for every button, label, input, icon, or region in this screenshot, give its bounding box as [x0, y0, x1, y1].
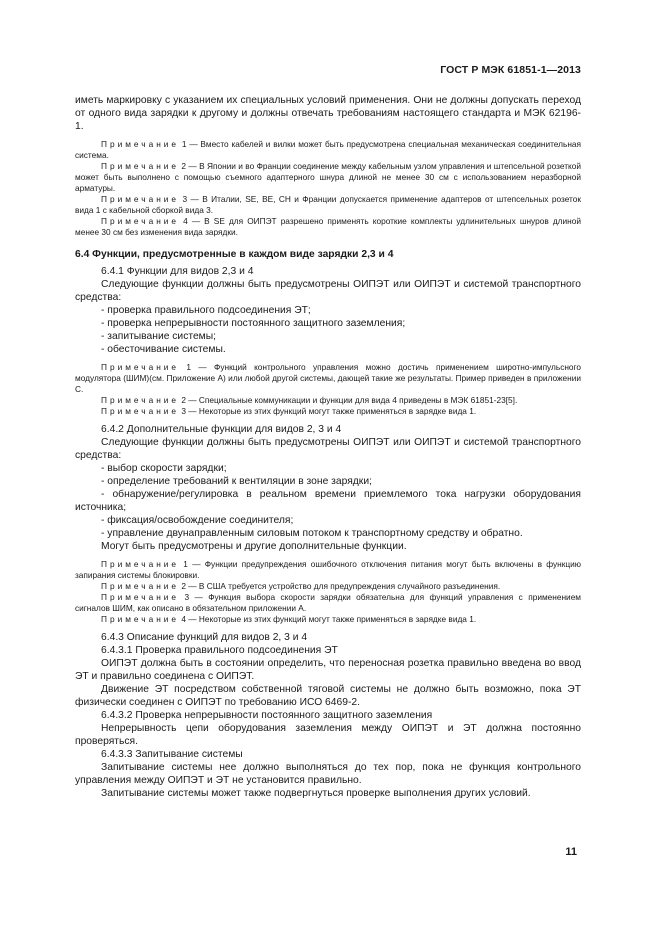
- section-heading: 6.4 Функции, предусмотренные в каждом виде зарядки 2,3 и 4: [75, 249, 394, 260]
- note: [75, 406, 581, 417]
- body-paragraph: Запитывание системы может также подвергнуться проверке выполнения других условий.: [101, 788, 531, 799]
- note-text: — Функция выбора скорости зарядки обязательна для функций управления с применением сигналов ШИМ, как описано в обязательном приложении А.: [75, 592, 582, 613]
- list-item: - обесточивание системы.: [101, 344, 226, 355]
- note-label: Примечание: [101, 559, 180, 569]
- list-item: - проверка непрерывности постоянного защитного заземления;: [101, 318, 406, 329]
- note-number: 2: [181, 395, 186, 405]
- note-label: Примечание: [101, 406, 180, 416]
- note: [75, 194, 581, 216]
- note-number: 2: [181, 161, 187, 171]
- body-paragraph: Движение ЭТ посредством собственной тяговой системы не должно быть возможно, пока ЭТ физически соединен с ОИПЭТ по требованию ИСО 6469-2.: [75, 684, 581, 708]
- note-label: Примечание: [101, 161, 180, 171]
- note-number: 3: [181, 406, 186, 416]
- note-label: Примечание: [101, 139, 180, 149]
- subsection-title: 6.4.2 Дополнительные функции для видов 2, 3 и 4: [101, 424, 342, 435]
- list-item: - проверка правильного подсоединения ЭТ;: [101, 305, 311, 316]
- note-number: 2: [181, 581, 186, 591]
- note-label: Примечание: [101, 581, 180, 591]
- note-number: 1: [181, 139, 187, 149]
- note-label: Примечание: [101, 216, 180, 226]
- note: [75, 161, 581, 194]
- note: [75, 216, 581, 238]
- list-item: - выбор скорости зарядки;: [101, 463, 227, 474]
- note-text: — Некоторые из этих функций могут также применяться в зарядке вида 1.: [188, 406, 477, 416]
- subsubsection-title: 6.4.3.3 Запитывание системы: [101, 749, 243, 760]
- lead-paragraph: Следующие функции должны быть предусмотрены ОИПЭТ или ОИПЭТ и системой транспортного средства:: [75, 279, 581, 303]
- note-label: Примечание: [101, 592, 180, 602]
- list-item: - управление двунаправленным силовым потоком к транспортному средству и обратно.: [101, 528, 523, 539]
- note: [75, 362, 581, 395]
- note-label: Примечание: [101, 362, 180, 372]
- page-content: [75, 94, 581, 800]
- note-text: — Вместо кабелей и вилки может быть предусмотрена специальная механическая соединительная система.: [75, 139, 582, 160]
- note-number: 1: [186, 362, 192, 372]
- note-text: — В Италии, SE, BE, CH и Франции допускается применение адаптеров от штепсельных розеток вида 1 с кабельной сборкой вида 3.: [75, 194, 581, 215]
- list-item: - запитывание системы;: [101, 331, 217, 342]
- note: [75, 581, 581, 592]
- note-text: — В США требуется устройство для предупреждения случайного разъединения.: [188, 581, 501, 591]
- note-label: Примечание: [101, 614, 180, 624]
- list-item: - обнаружение/регулировка в реальном времени приемлемого тока нагрузки оборудования источника;: [75, 489, 581, 513]
- subsubsection-title: 6.4.3.1 Проверка правильного подсоединения ЭТ: [101, 645, 338, 656]
- note-number: 4: [183, 216, 188, 226]
- note-number: 3: [184, 592, 190, 602]
- note-text: — Функции предупреждения ошибочного отключения питания могут быть включены в функцию запирания системы блокировки.: [75, 559, 582, 580]
- subsubsection-title: 6.4.3.2 Проверка непрерывности постоянного защитного заземления: [101, 710, 433, 721]
- note: [75, 592, 581, 614]
- body-paragraph: Запитывание системы нее должно выполняться до тех пор, пока не функция контрольного управления между ОИПЭТ и ЭТ не установится правильно.: [75, 762, 581, 786]
- list-item: - фиксация/освобождение соединителя;: [101, 515, 294, 526]
- note-number: 4: [181, 614, 186, 624]
- extra-paragraph: Могут быть предусмотрены и другие дополнительные функции.: [101, 541, 407, 552]
- subsection-title: 6.4.3 Описание функций для видов 2, 3 и 4: [101, 632, 308, 643]
- subsection-title: 6.4.1 Функции для видов 2,3 и 4: [101, 266, 254, 277]
- note: [75, 614, 581, 625]
- document-header: ГОСТ Р МЭК 61851-1—2013: [440, 64, 581, 76]
- note-label: Примечание: [101, 194, 180, 204]
- intro-paragraph: иметь маркировку с указанием их специальных условий применения. Они не должны допускать переход от одного вида зарядки к другому и должны отвечать требованиям настоящего стандарта и МЭК 62196-1.: [75, 95, 581, 132]
- note: [75, 139, 581, 161]
- note: [75, 395, 581, 406]
- note-number: 1: [183, 559, 188, 569]
- body-paragraph: ОИПЭТ должна быть в состоянии определить, что переносная розетка правильно введена во ввод ЭТ и правильно соединена с ОИПЭТ.: [75, 658, 581, 682]
- lead-paragraph: Следующие функции должны быть предусмотрены ОИПЭТ или ОИПЭТ и системой транспортного средства:: [75, 437, 581, 461]
- note: [75, 559, 581, 581]
- note-number: 3: [182, 194, 188, 204]
- note-label: Примечание: [101, 395, 180, 405]
- note-text: — В SE для ОИПЭТ разрешено применять короткие комплекты удлинительных шнуров длиной менее 30 см без изменения вида зарядки.: [75, 216, 581, 237]
- note-text: — В Японии и во Франции соединение между кабельным узлом управления и штепсельной розеткой может быть выполнено с помощью съемного адаптерного шнура длиной не менее 30 см с использованием неразборной арматуры.: [75, 161, 581, 193]
- page-number: 11: [565, 846, 577, 858]
- list-item: - определение требований к вентиляции в зоне зарядки;: [101, 476, 372, 487]
- note-text: — Специальные коммуникации и функции для вида 4 приведены в МЭК 61851-23[5].: [188, 395, 518, 405]
- body-paragraph: Непрерывность цепи оборудования заземления между ОИПЭТ и ЭТ должна постоянно проверяться.: [75, 723, 581, 747]
- note-text: — Некоторые из этих функций могут также применяться в зарядке вида 1.: [188, 614, 477, 624]
- note-text: — Функций контрольного управления можно достичь применением широтно-импульсного модулятора (ШИМ)(см. Приложение А) или любой другой системы, дающей такие же результаты. Пример приведен в приложении С.: [75, 362, 581, 394]
